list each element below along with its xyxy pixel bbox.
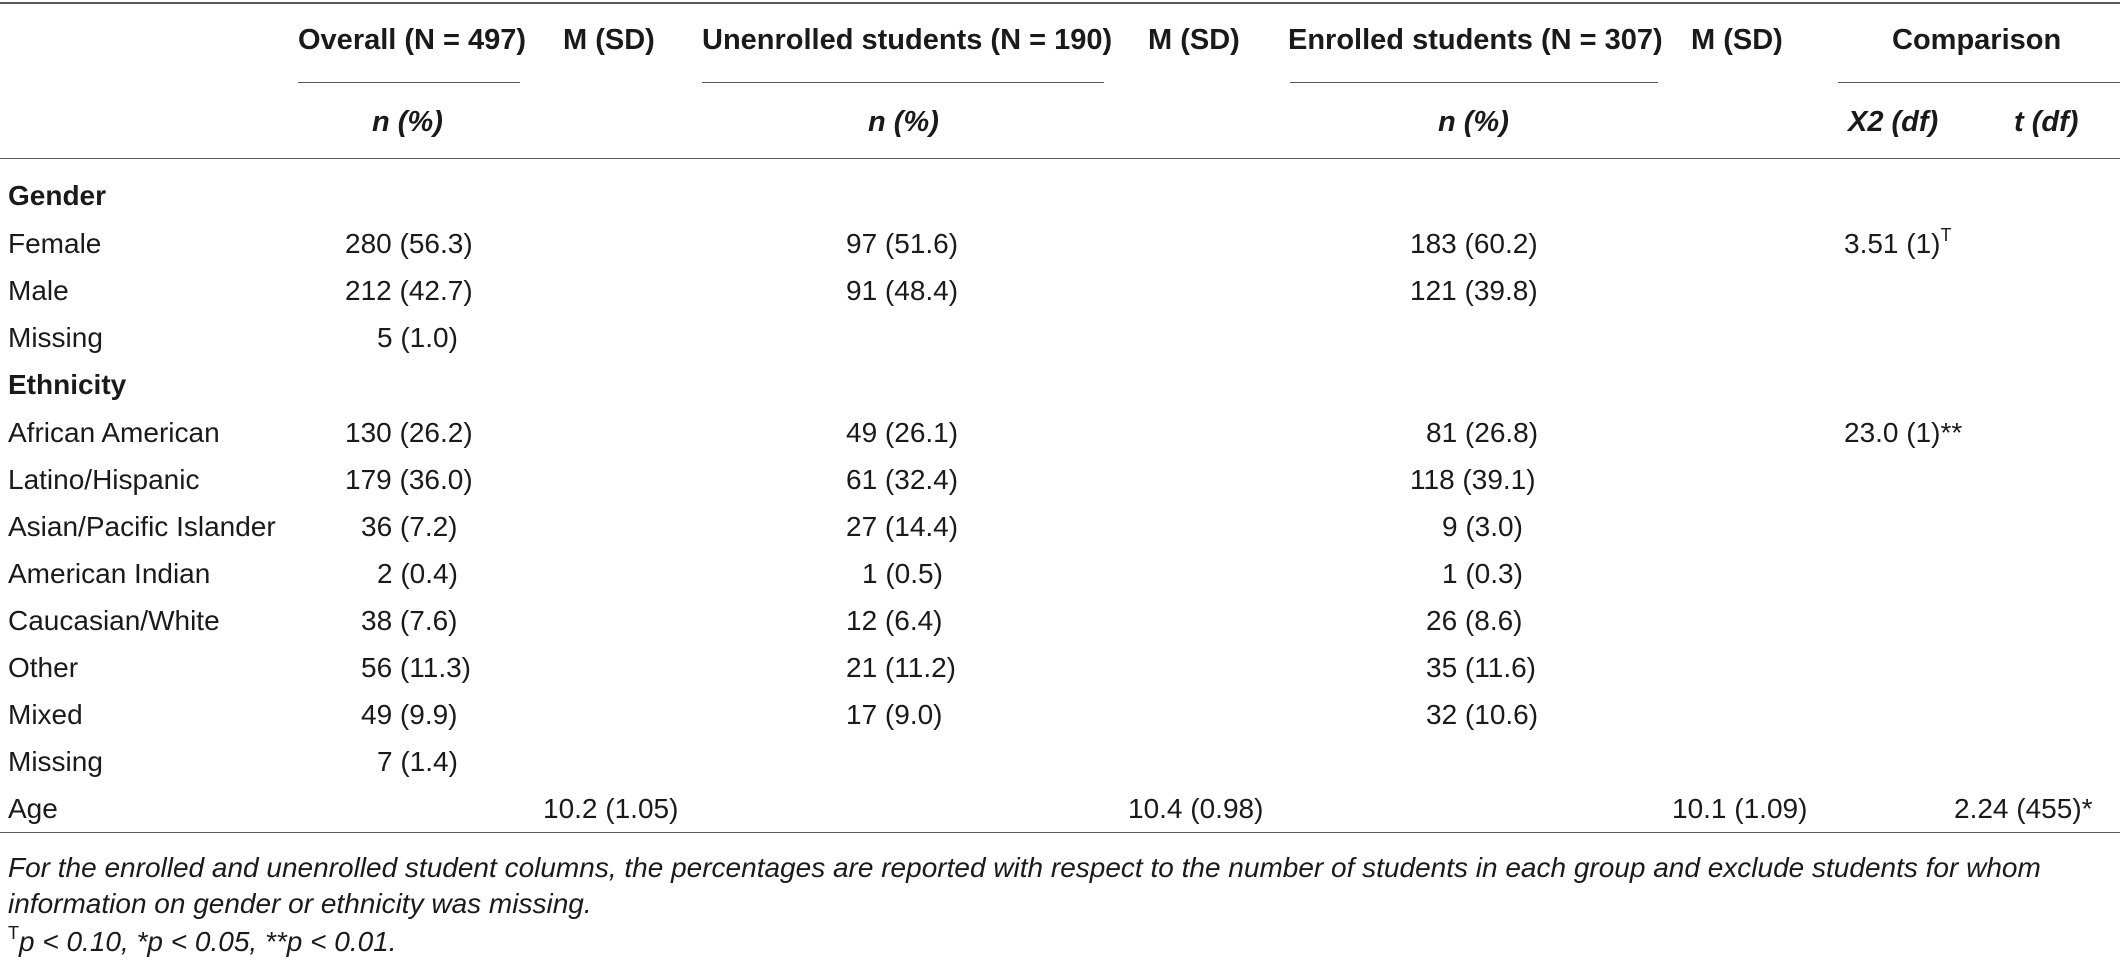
row-amindian-unenrolled: 1 (0.5) (862, 558, 943, 589)
row-amindian-overall: 2 (0.4) (377, 558, 458, 589)
row-latino-label: Latino/Hispanic (8, 464, 200, 495)
row-latino-unenrolled: 61 (32.4) (846, 464, 959, 495)
row-amindian-label: American Indian (8, 558, 211, 589)
row-eth-missing-label: Missing (8, 746, 103, 777)
footnote-line-1: For the enrolled and unenrolled student columns, the percentages are reported with respect to the number of students in each group and exclude students for whom (8, 852, 2041, 883)
overall-underline (298, 82, 520, 83)
header-bottom-rule (0, 158, 2120, 159)
row-asian-enrolled: 9 (3.0) (1442, 511, 1523, 542)
trend-superscript: T (1940, 225, 1952, 245)
row-african-enrolled: 81 (26.8) (1426, 417, 1539, 448)
row-mixed-label: Mixed (8, 699, 83, 730)
header-comparison: Comparison (1892, 24, 2062, 56)
header-unenrolled: Unenrolled students (N = 190) (702, 24, 1113, 56)
row-mixed-enrolled: 32 (10.6) (1426, 699, 1539, 730)
row-mixed-unenrolled: 17 (9.0) (846, 699, 943, 730)
row-age-msd-2: 10.4 (0.98) (1128, 793, 1264, 824)
row-caucasian-label: Caucasian/White (8, 605, 220, 636)
header-n-pct-2: n (%) (868, 106, 939, 138)
row-latino-overall: 179 (36.0) (345, 464, 473, 495)
row-female-label: Female (8, 228, 102, 259)
header-t: t (df) (2014, 106, 2079, 138)
row-other-unenrolled: 21 (11.2) (846, 652, 956, 683)
header-msd-2: M (SD) (1148, 24, 1240, 56)
row-male-unenrolled: 91 (48.4) (846, 275, 959, 306)
row-other-overall: 56 (11.3) (361, 652, 471, 683)
section-ethnicity: Ethnicity (8, 369, 127, 400)
row-caucasian-unenrolled: 12 (6.4) (846, 605, 943, 636)
row-amindian-enrolled: 1 (0.3) (1442, 558, 1523, 589)
trend-marker: T (8, 923, 19, 943)
header-msd-1: M (SD) (563, 24, 655, 56)
enrolled-underline (1290, 82, 1658, 83)
row-female-chi2 (1844, 225, 1952, 260)
row-latino-enrolled: 118 (39.1) (1410, 464, 1536, 495)
row-other-enrolled: 35 (11.6) (1426, 652, 1536, 683)
row-african-label: African American (8, 417, 220, 448)
row-age-msd-1: 10.2 (1.05) (543, 793, 679, 824)
row-female-enrolled: 183 (60.2) (1410, 228, 1538, 259)
significance-text: p < 0.10, *p < 0.05, **p < 0.01. (19, 926, 397, 957)
header-overall: Overall (N = 497) (298, 24, 527, 56)
header-enrolled: Enrolled students (N = 307) (1288, 24, 1663, 56)
chi2-value: 3.51 (1) (1844, 228, 1941, 259)
row-eth-missing-overall: 7 (1.4) (377, 746, 458, 777)
row-caucasian-overall: 38 (7.6) (361, 605, 458, 636)
row-asian-label: Asian/Pacific Islander (8, 511, 276, 542)
row-african-chi2: 23.0 (1)** (1844, 417, 1963, 448)
row-female-unenrolled: 97 (51.6) (846, 228, 959, 259)
row-gender-missing-label: Missing (8, 322, 103, 353)
row-african-overall: 130 (26.2) (345, 417, 473, 448)
header-n-pct-3: n (%) (1438, 106, 1509, 138)
header-chi2: X2 (df) (1848, 106, 1939, 138)
row-gender-missing-overall: 5 (1.0) (377, 322, 458, 353)
row-female-overall: 280 (56.3) (345, 228, 473, 259)
row-male-label: Male (8, 275, 69, 306)
row-male-enrolled: 121 (39.8) (1410, 275, 1538, 306)
row-male-overall: 212 (42.7) (345, 275, 473, 306)
section-gender: Gender (8, 180, 107, 211)
comparison-underline (1838, 82, 2120, 83)
row-caucasian-enrolled: 26 (8.6) (1426, 605, 1523, 636)
footnote-significance (8, 923, 397, 958)
row-age-t: 2.24 (455)* (1954, 793, 2093, 824)
row-other-label: Other (8, 652, 79, 683)
row-african-unenrolled: 49 (26.1) (846, 417, 959, 448)
row-asian-overall: 36 (7.2) (361, 511, 458, 542)
row-age-label: Age (8, 793, 58, 824)
footnote-line-2: information on gender or ethnicity was missing. (8, 888, 592, 919)
row-age-msd-3: 10.1 (1.09) (1672, 793, 1808, 824)
header-n-pct-1: n (%) (372, 106, 443, 138)
unenrolled-underline (702, 82, 1104, 83)
table-bottom-rule (0, 832, 2120, 833)
row-mixed-overall: 49 (9.9) (361, 699, 458, 730)
top-rule (0, 2, 2120, 4)
header-msd-3: M (SD) (1691, 24, 1783, 56)
row-asian-unenrolled: 27 (14.4) (846, 511, 959, 542)
